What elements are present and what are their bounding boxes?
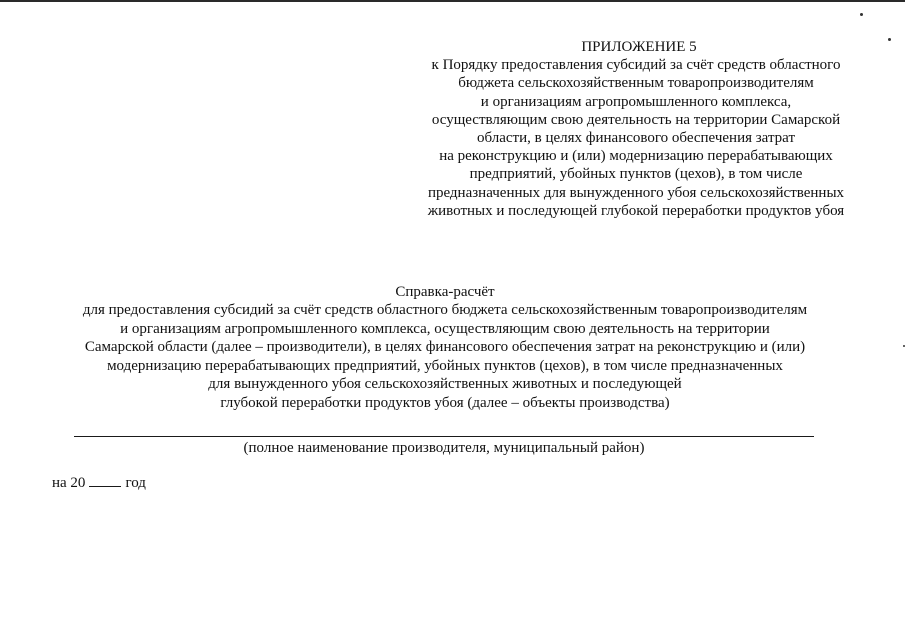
- appendix-line: к Порядку предоставления субсидий за счёт средств областного: [431, 57, 841, 74]
- appendix-line: и организациям агропромышленного комплекса,: [480, 93, 792, 110]
- description-line: для предоставления субсидий за счёт средств областного бюджета сельскохозяйственным товаропроизводителям: [82, 302, 808, 318]
- description-line: Самарской области (далее – производители), в целях финансового обеспечения затрат на реконструкцию и (или): [84, 339, 806, 355]
- document-description: [60, 301, 830, 412]
- appendix-line: животных и последующей глубокой переработки продуктов убоя: [427, 202, 845, 219]
- appendix-title: ПРИЛОЖЕНИЕ 5: [581, 39, 697, 55]
- top-border-line: [0, 0, 905, 2]
- appendix-line: предназначенных для вынужденного убоя сельскохозяйственных: [427, 184, 845, 201]
- document-title: Справка-расчёт: [395, 284, 495, 300]
- appendix-line: на реконструкцию и (или) модернизацию перерабатывающих: [439, 148, 833, 165]
- description-line: глубокой переработки продуктов убоя (далее – объекты производства): [220, 394, 670, 411]
- producer-name-fill-line[interactable]: [74, 436, 814, 437]
- year-suffix: год: [125, 475, 146, 491]
- producer-name-caption: (полное наименование производителя, муниципальный район): [243, 440, 645, 456]
- scan-speck: [860, 13, 863, 16]
- appendix-line: области, в целях финансового обеспечения затрат: [476, 130, 796, 147]
- appendix-line: предприятий, убойных пунктов (цехов), в том числе: [469, 166, 803, 183]
- year-field: [52, 472, 146, 492]
- description-line: и организациям агропромышленного комплекса, осуществляющим свою деятельность на территории: [120, 320, 770, 337]
- description-line: для вынужденного убоя сельскохозяйственных животных и последующей: [208, 376, 682, 392]
- year-blank-field[interactable]: [89, 472, 121, 487]
- scan-speck: [888, 38, 891, 41]
- description-line: модернизацию перерабатывающих предприятий, убойных пунктов (цехов), в том числе предназначенных: [107, 357, 783, 374]
- appendix-line: осуществляющим свою деятельность на территории Самарской: [431, 111, 841, 128]
- year-prefix: на 20: [52, 475, 86, 491]
- appendix-header: [420, 38, 852, 220]
- appendix-line: бюджета сельскохозяйственным товаропроизводителям: [458, 75, 814, 92]
